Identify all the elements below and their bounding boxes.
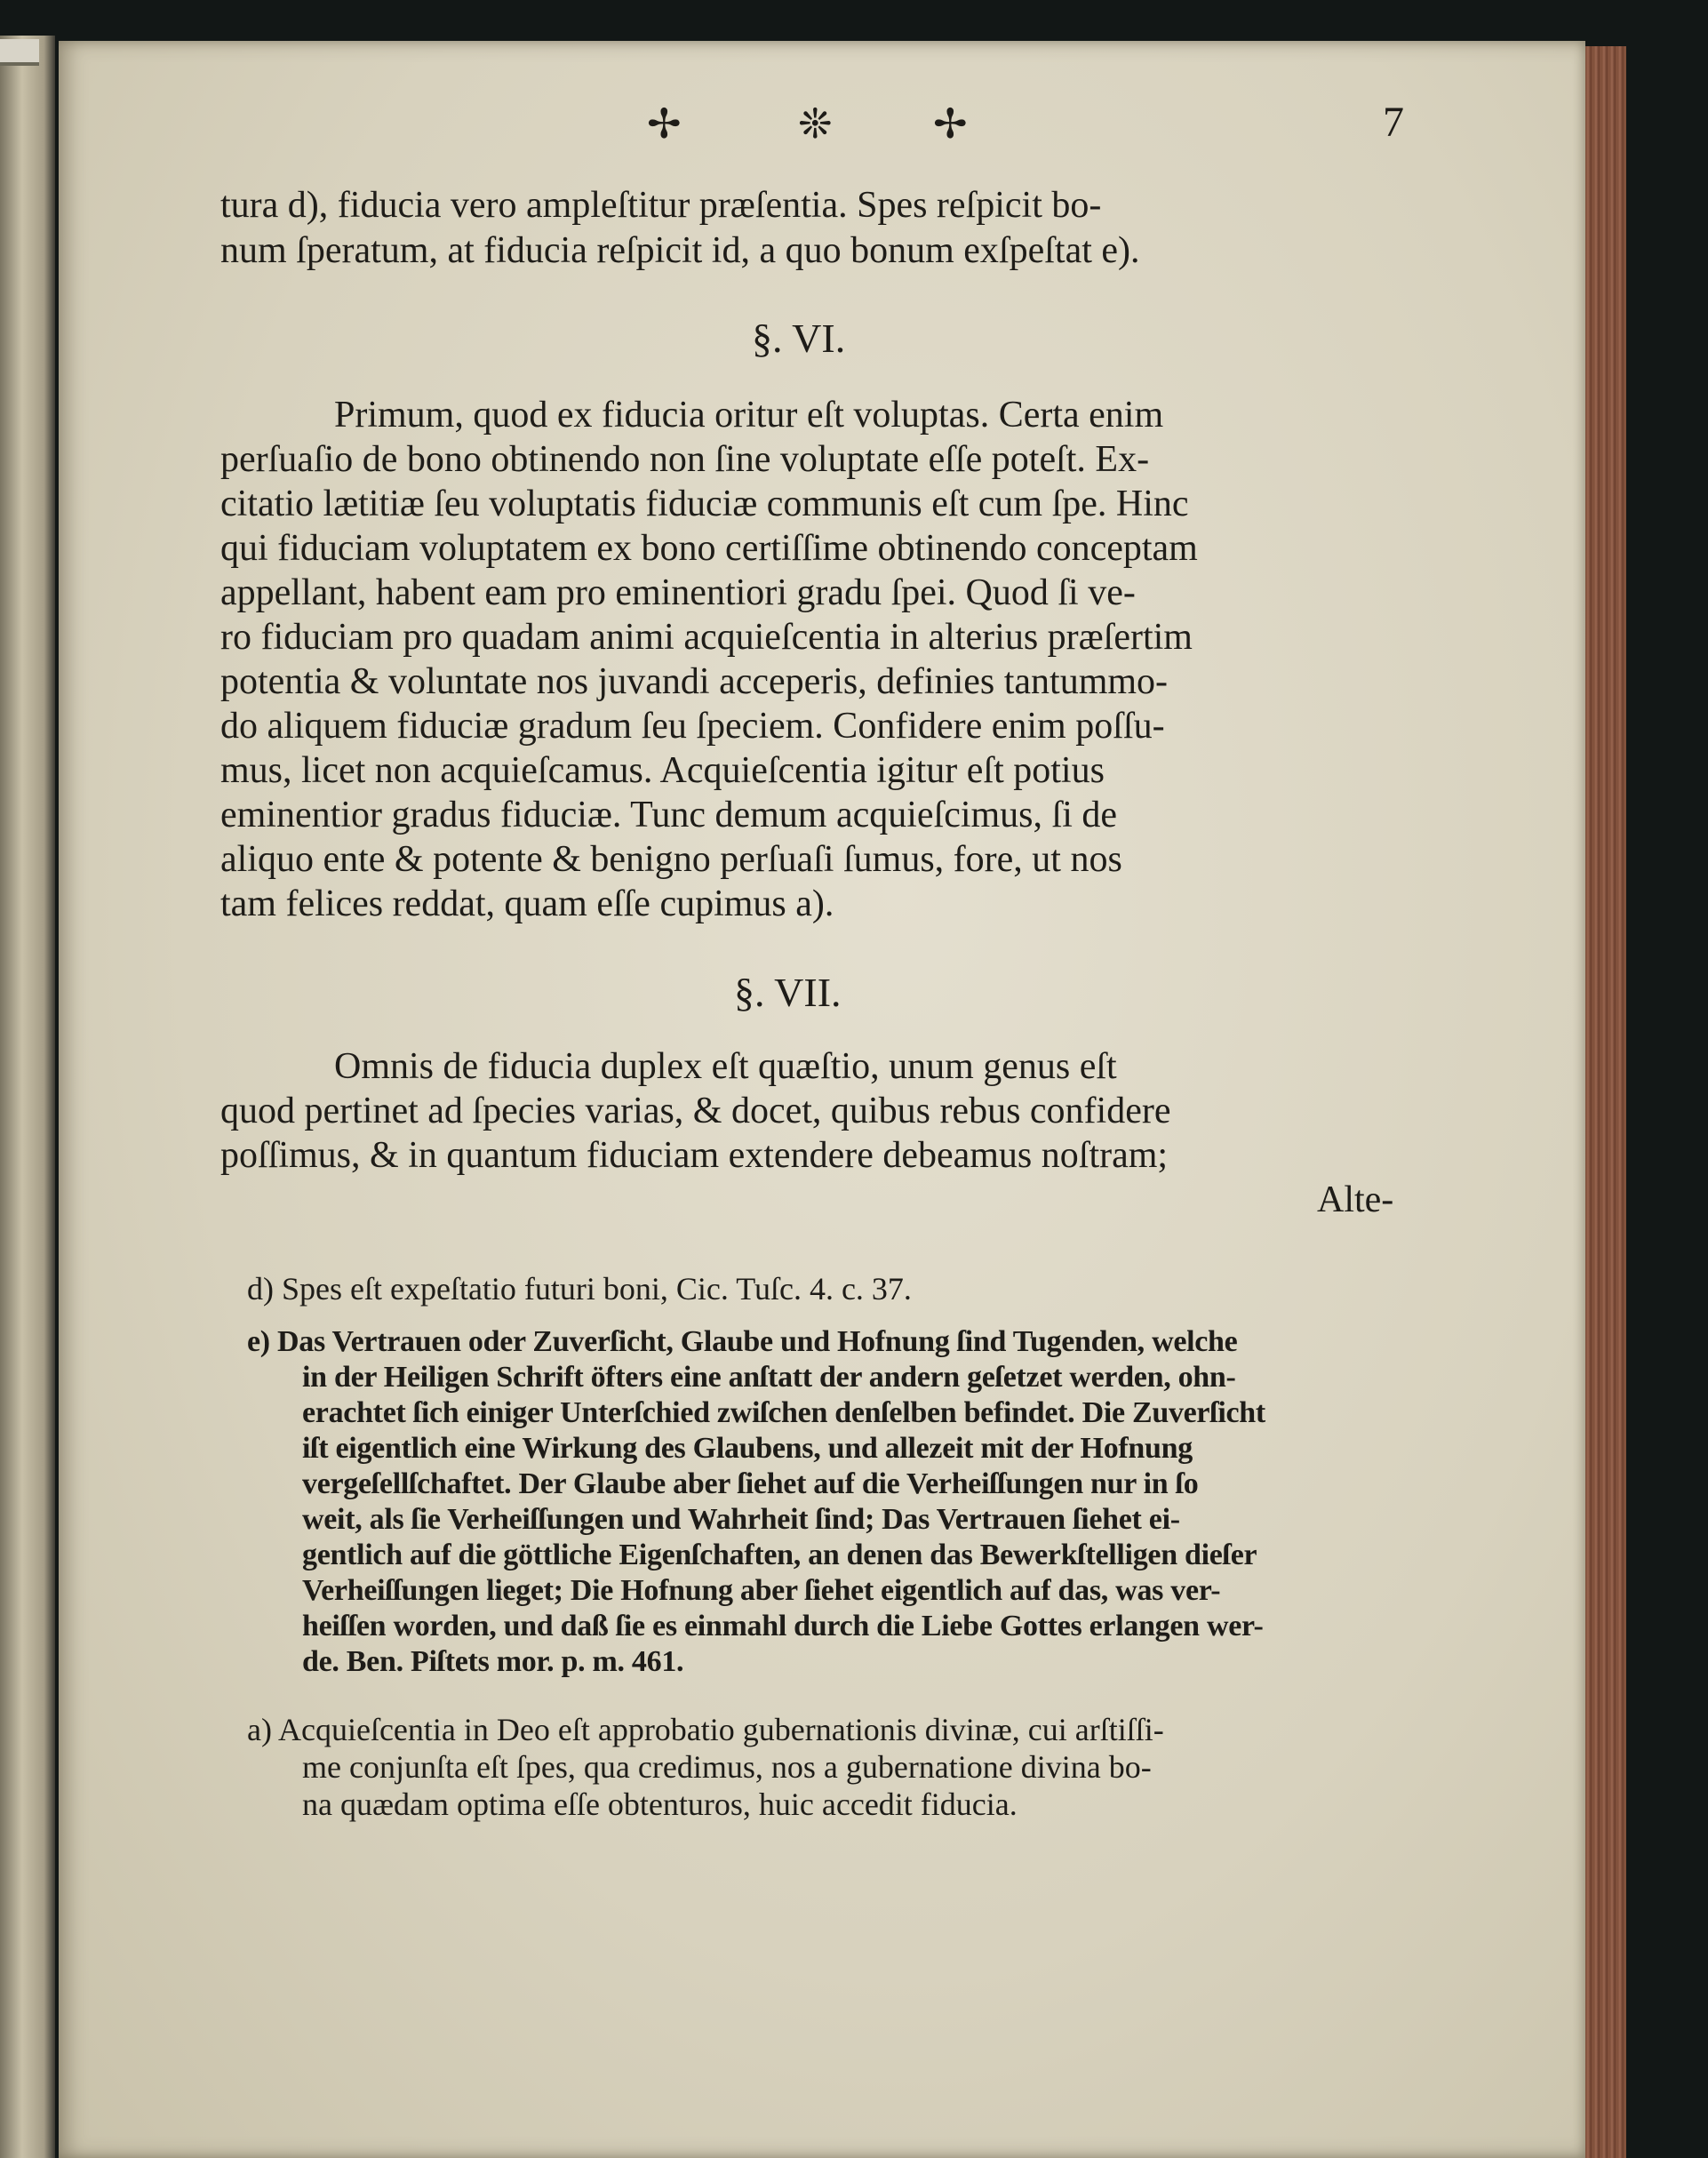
header-ornament-right-icon: ✢ — [933, 101, 968, 147]
footnote-e-line: erachtet ſich einiger Unterſchied zwiſchen denſelben befindet. Die Zuverſicht — [302, 1396, 1265, 1429]
footnote-e-line: Verheiſſungen lieget; Die Hofnung aber ſiehet eigentlich auf das, was ver- — [302, 1574, 1221, 1607]
body-line: tam felices reddat, quam eſſe cupimus a). — [220, 883, 834, 924]
catchword: Alte- — [1317, 1179, 1394, 1220]
footnote-a-line: a) Acquieſcentia in Deo eſt approbatio gubernationis divinæ, cui arſtiſſi- — [247, 1712, 1164, 1747]
footnote-e-line: weit, als ſie Verheiſſungen und Wahrheit ſind; Das Vertrauen ſiehet ei- — [302, 1503, 1180, 1536]
footnote-e-line: iſt eigentlich eine Wirkung des Glaubens, und allezeit mit der Hofnung — [302, 1432, 1193, 1465]
body-line: aliquo ente & potente & benigno perſuaſi ſumus, fore, ut nos — [220, 839, 1122, 880]
footnote-e-line: e) Das Vertrauen oder Zuverſicht, Glaube und Hofnung ſind Tugenden, welche — [247, 1325, 1238, 1358]
section-title-vii: §. VII. — [734, 970, 842, 1015]
body-line: potentia & voluntate nos juvandi acceperis, definies tantummo- — [220, 661, 1169, 702]
body-line: tura d), fiducia vero ampleſtitur præſentia. Spes reſpicit bo- — [220, 185, 1102, 226]
left-page-edge — [0, 36, 55, 2158]
footnote-e-line: heiſſen worden, und daß ſie es einmahl durch die Liebe Gottes erlangen wer- — [302, 1610, 1264, 1642]
section-title-vi: §. VI. — [752, 316, 846, 361]
footnote-e-line: de. Ben. Piſtets mor. p. m. 461. — [302, 1645, 684, 1678]
body-line: qui fiduciam voluptatem ex bono certiſſime obtinendo conceptam — [220, 528, 1198, 569]
left-page-clip — [0, 39, 39, 66]
body-line: Omnis de fiducia duplex eſt quæſtio, unum genus eſt — [334, 1046, 1117, 1087]
header-ornament-center-icon: ❊ — [798, 101, 833, 147]
body-line: appellant, habent eam pro eminentiori gradu ſpei. Quod ſi ve- — [220, 572, 1136, 613]
footnote-e-line: gentlich auf die göttliche Eigenſchaften, an denen das Bewerkſtelligen dieſer — [302, 1539, 1257, 1571]
footnote-a-line: na quædam optima eſſe obtenturos, huic accedit fiducia. — [302, 1786, 1018, 1822]
body-line: citatio lætitiæ ſeu voluptatis fiduciæ communis eſt cum ſpe. Hinc — [220, 484, 1189, 524]
body-line: ro fiduciam pro quadam animi acquieſcentia in alterius præſertim — [220, 617, 1193, 658]
body-line: Primum, quod ex fiducia oritur eſt voluptas. Certa enim — [334, 395, 1164, 436]
body-line: num ſperatum, at fiducia reſpicit id, a quo bonum exſpeſtat e). — [220, 230, 1140, 271]
body-line: poſſimus, & in quantum fiduciam extendere debeamus noſtram; — [220, 1135, 1169, 1176]
body-line: eminentior gradus fiduciæ. Tunc demum acquieſcimus, ſi de — [220, 795, 1118, 835]
body-line: quod pertinet ad ſpecies varias, & docet, quibus rebus confidere — [220, 1091, 1171, 1131]
footnote-a-line: me conjunſta eſt ſpes, qua credimus, nos a gubernatione divina bo- — [302, 1749, 1152, 1785]
footnote-e-line: in der Heiligen Schrift öfters eine anſtatt der andern geſetzet werden, ohn- — [302, 1361, 1236, 1394]
page-edges-right — [1585, 46, 1626, 2158]
page-number: 7 — [1383, 99, 1404, 146]
body-line: perſuaſio de bono obtinendo non ſine voluptate eſſe poteſt. Ex- — [220, 439, 1150, 480]
body-line: do aliquem fiduciæ gradum ſeu ſpeciem. Confidere enim poſſu- — [220, 706, 1165, 747]
footnote-e-line: vergeſellſchaftet. Der Glaube aber ſiehet auf die Verheiſſungen nur in ſo — [302, 1467, 1199, 1500]
footnote-d: d) Spes eſt expeſtatio futuri boni, Cic. Tuſc. 4. c. 37. — [247, 1271, 912, 1307]
header-ornament-left-icon: ✢ — [647, 101, 682, 147]
body-line: mus, licet non acquieſcamus. Acquieſcentia igitur eſt potius — [220, 750, 1105, 791]
